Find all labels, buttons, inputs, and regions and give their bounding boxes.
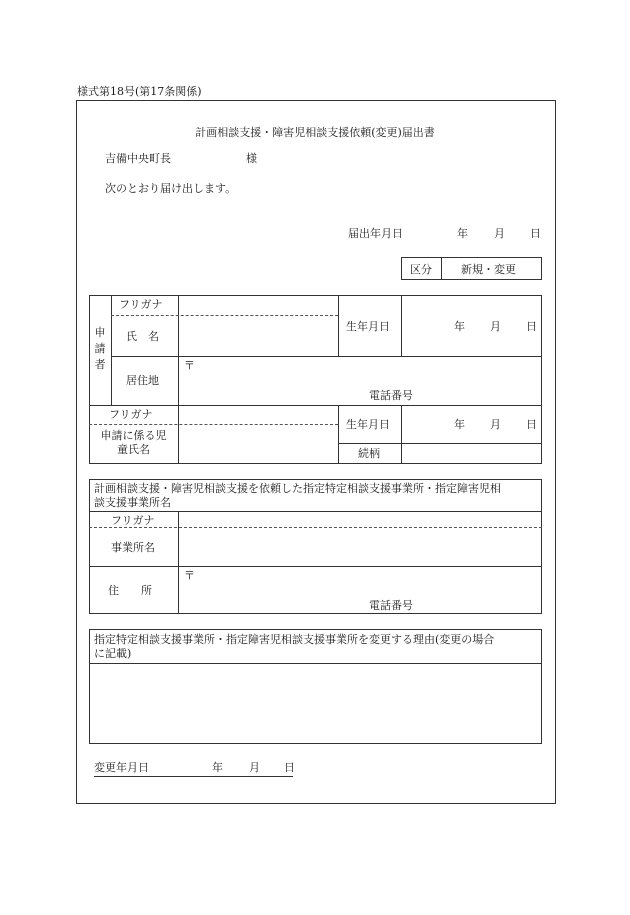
applicant-name-input[interactable] — [180, 317, 336, 354]
intro-text: 次のとおり届け出します。 — [105, 182, 237, 195]
applicant-group-char-1: 申 — [94, 326, 106, 339]
label-column-divider — [178, 295, 179, 464]
provider-address-label: 住 所 — [108, 584, 152, 597]
child-dob-day: 日 — [526, 418, 537, 431]
applicant-dob-year: 年 — [454, 320, 465, 333]
child-name-input[interactable] — [180, 407, 336, 462]
provider-office-label: 事業所名 — [111, 541, 155, 554]
provider-furigana-dashed — [89, 527, 542, 528]
provider-address-input[interactable] — [180, 568, 540, 612]
applicant-address-label: 居住地 — [126, 374, 159, 387]
applicant-group-char-3: 者 — [94, 358, 106, 371]
change-year-unit: 年 — [212, 761, 223, 774]
applicant-dob-label: 生年月日 — [346, 320, 390, 333]
child-relation-input[interactable] — [403, 445, 540, 462]
addressee: 吉備中央町長 — [105, 152, 171, 165]
provider-furigana-label: フリガナ — [111, 514, 155, 527]
applicant-dob-input[interactable] — [403, 297, 540, 354]
change-day-unit: 日 — [284, 761, 295, 774]
dob-label-divider-right — [401, 295, 402, 356]
applicant-name-label: 氏 名 — [126, 330, 159, 343]
applicant-phone-label: 電話番号 — [369, 389, 413, 402]
reason-heading — [94, 633, 494, 661]
reason-heading-line2: に記載) — [94, 647, 132, 660]
form-number-label: 様式第18号(第17条関係) — [77, 85, 202, 98]
child-name-label — [89, 429, 178, 457]
applicant-dob-month: 月 — [490, 320, 501, 333]
child-relation-line — [338, 443, 542, 444]
change-month-unit: 月 — [249, 761, 260, 774]
filing-day-unit: 日 — [530, 227, 541, 240]
child-furigana-label: フリガナ — [109, 408, 153, 421]
filing-day-input[interactable] — [505, 222, 529, 242]
child-name-label-line2: 童氏名 — [117, 442, 150, 456]
child-dob-divider-right — [401, 405, 402, 464]
provider-address-line — [89, 566, 542, 567]
applicant-address-input[interactable] — [180, 358, 540, 403]
category-divider — [441, 257, 442, 280]
category-value[interactable]: 新規・変更 — [461, 263, 516, 276]
applicant-furigana-label: フリガナ — [119, 298, 163, 311]
child-name-label-line1: 申請に係る児 — [100, 429, 167, 442]
filing-month-unit: 月 — [494, 227, 505, 240]
dob-label-divider-left — [338, 295, 339, 356]
provider-heading-line — [89, 511, 542, 512]
provider-phone-label: 電話番号 — [369, 599, 413, 612]
reason-heading-line1: 指定特定相談支援事業所・指定障害児相談支援事業所を変更する理由(変更の場合 — [94, 633, 495, 646]
applicant-group-divider — [111, 295, 112, 405]
provider-heading-line2: 談支援事業所名 — [94, 496, 171, 509]
addressee-honorific: 様 — [246, 152, 257, 165]
provider-heading-line1: 計画相談支援・障害児相談支援を依頼した指定特定相談支援事業所・指定障害児相 — [94, 482, 501, 495]
change-year-input[interactable] — [158, 757, 208, 775]
category-label: 区分 — [410, 263, 432, 276]
change-date-label: 変更年月日 — [94, 761, 149, 774]
provider-heading — [94, 482, 501, 510]
provider-office-input[interactable] — [180, 529, 540, 564]
child-dob-label: 生年月日 — [346, 418, 390, 431]
provider-postal-mark: 〒 — [184, 569, 195, 582]
child-relation-label: 続柄 — [358, 447, 380, 460]
applicant-group-char-2: 請 — [94, 342, 106, 355]
filing-month-input[interactable] — [468, 222, 490, 242]
filing-year-input[interactable] — [410, 222, 454, 242]
child-section-line — [89, 405, 542, 406]
applicant-group-label — [92, 325, 108, 373]
reason-input[interactable] — [91, 665, 540, 742]
child-dob-month: 月 — [490, 418, 501, 431]
filing-date-label: 届出年月日 — [348, 227, 403, 240]
applicant-furigana-dashed — [111, 315, 338, 316]
provider-furigana-input[interactable] — [180, 513, 540, 526]
filing-year-unit: 年 — [457, 227, 468, 240]
applicant-address-line — [111, 356, 542, 357]
form-title: 計画相談支援・障害児相談支援依頼(変更)届出書 — [195, 126, 435, 139]
applicant-furigana-input[interactable] — [180, 297, 336, 314]
child-dob-input[interactable] — [403, 407, 540, 441]
reason-heading-line — [89, 663, 542, 664]
applicant-postal-mark: 〒 — [184, 359, 195, 372]
child-dob-divider-left — [338, 405, 339, 464]
applicant-dob-day: 日 — [526, 320, 537, 333]
child-dob-year: 年 — [454, 418, 465, 431]
